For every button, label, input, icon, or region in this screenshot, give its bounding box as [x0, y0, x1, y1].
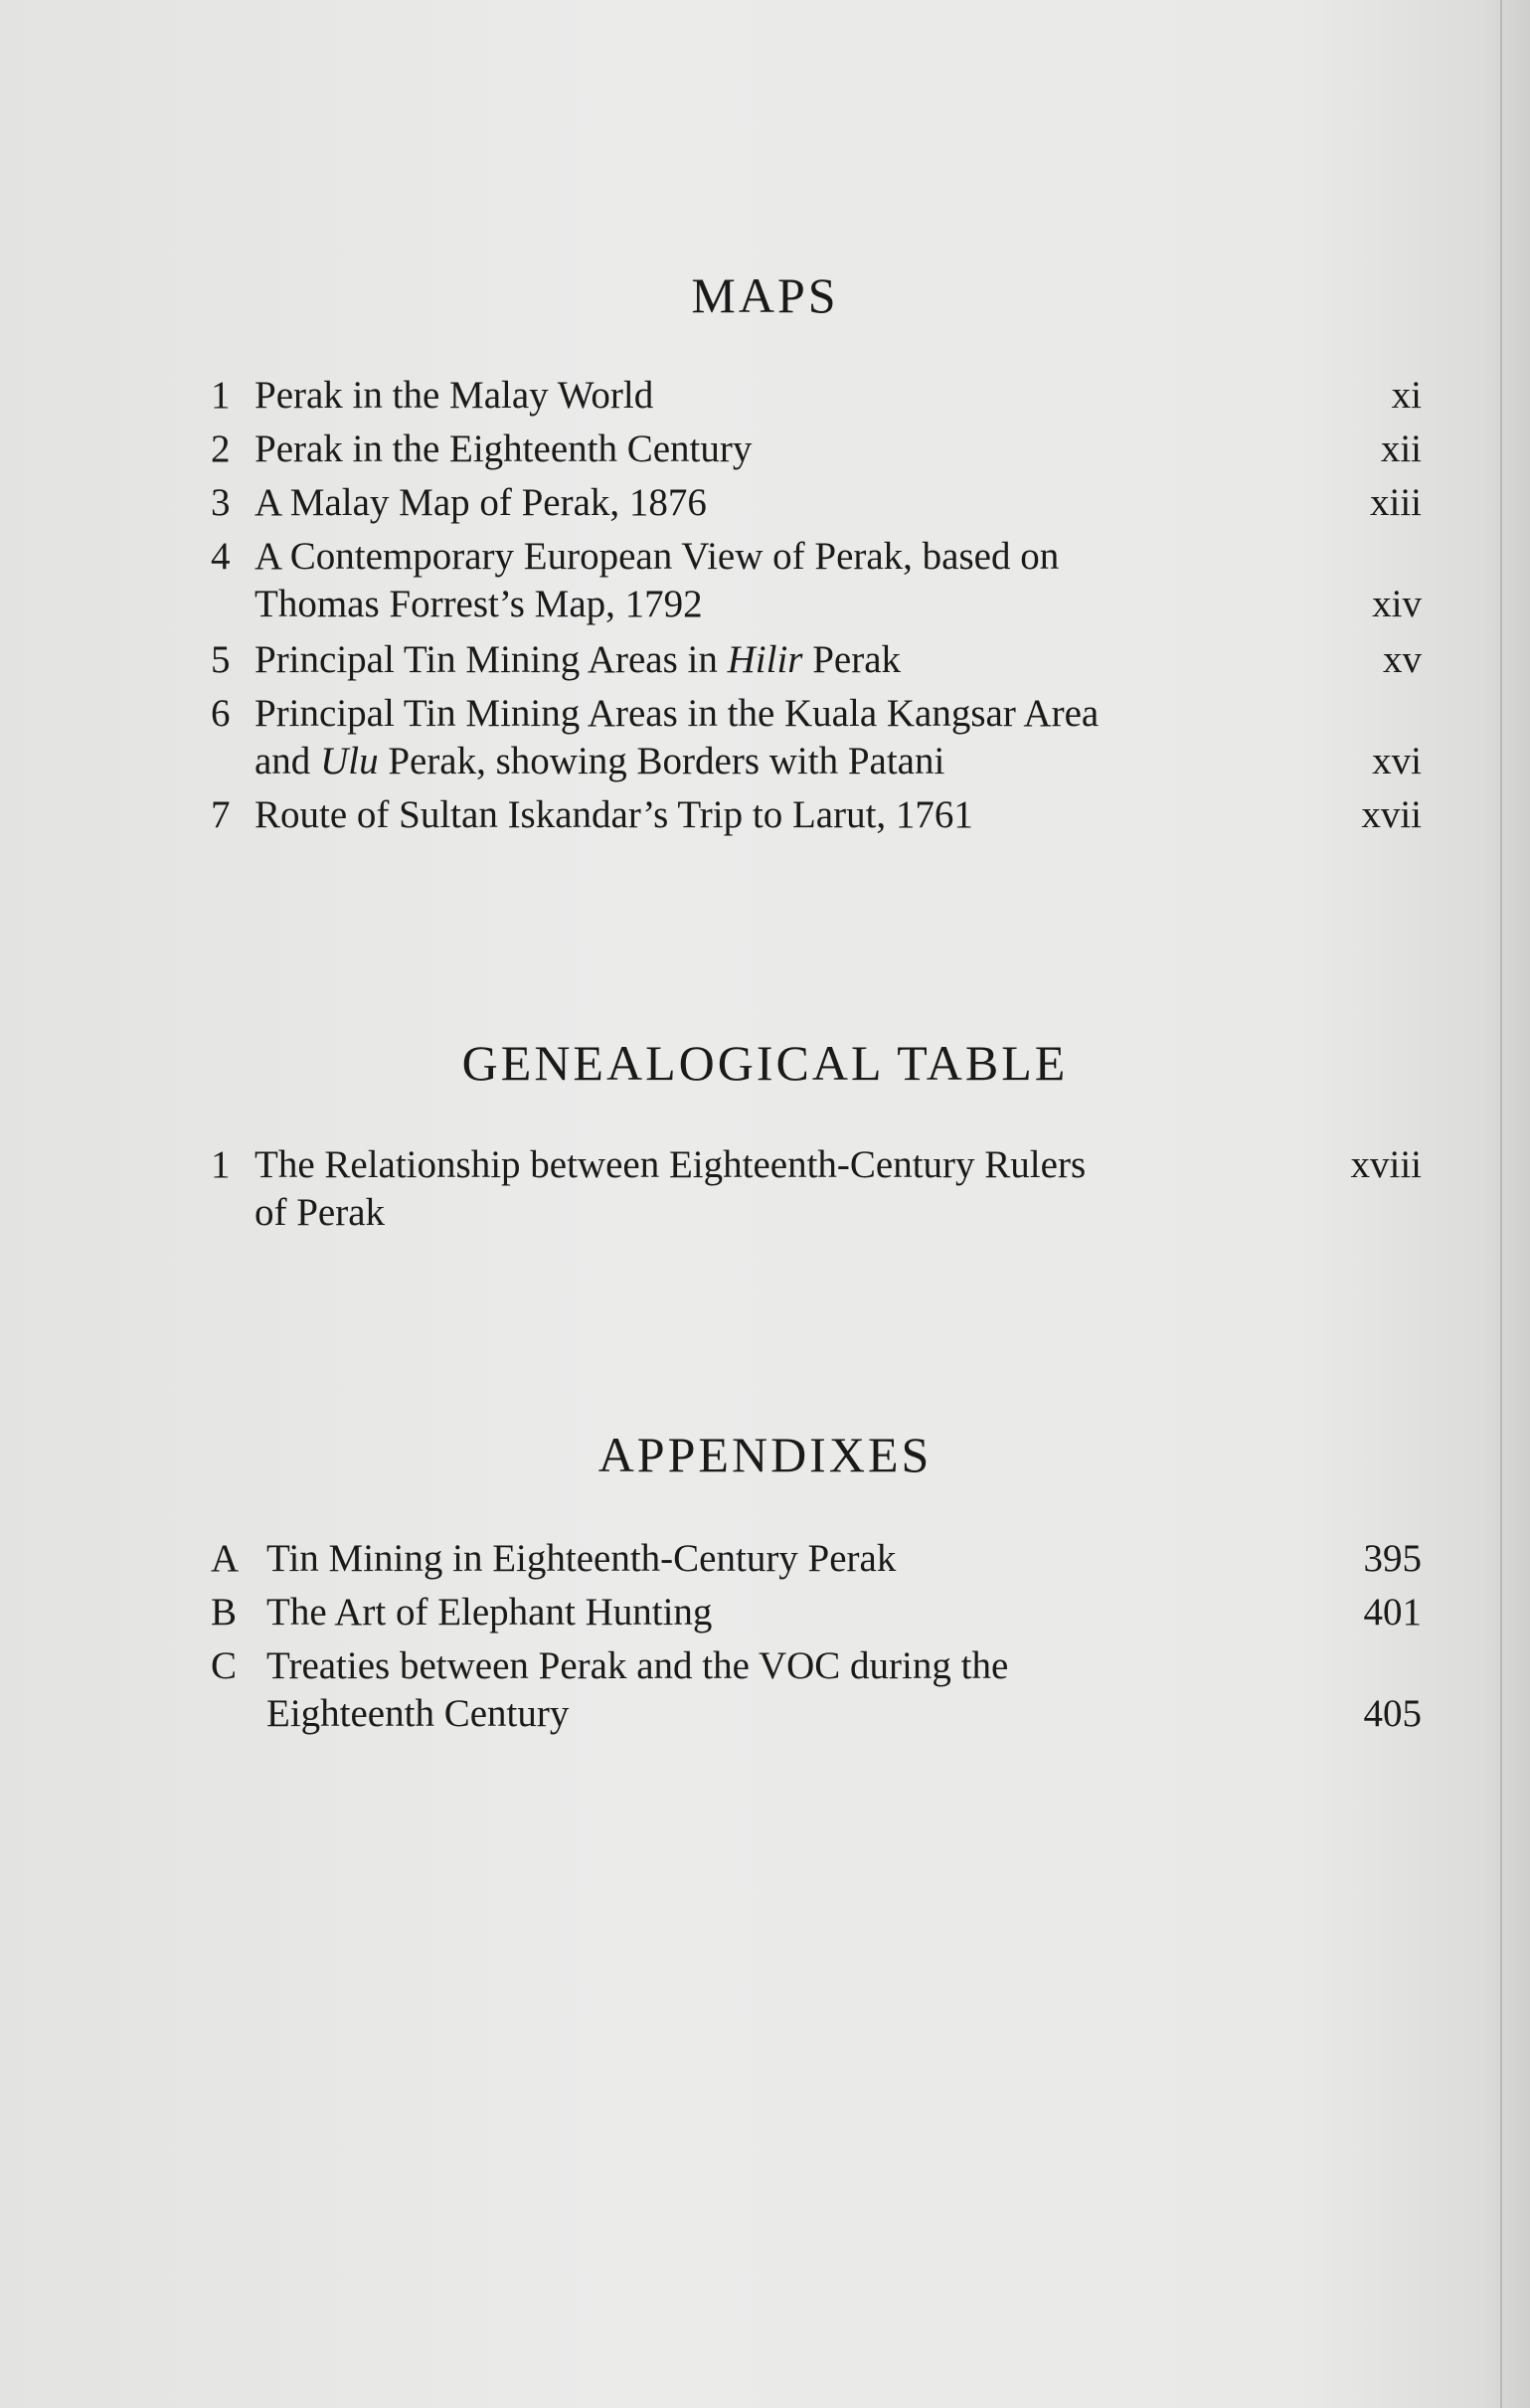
entry-title	[255, 636, 1288, 684]
entry-title-line: Eighteenth Century	[266, 1692, 570, 1735]
entry-title-line: of Perak	[255, 1191, 386, 1234]
genealogical-table-heading: GENEALOGICAL TABLE	[461, 1035, 1069, 1091]
page-edge-shadow	[1500, 0, 1502, 2408]
entry-title	[255, 372, 1288, 420]
entry-page-number: xvi	[1372, 740, 1422, 782]
entry-title-line: Principal Tin Mining Areas in Hilir Perak	[255, 638, 902, 681]
entry-page-number: xii	[1380, 428, 1422, 470]
entry-number: 7	[211, 793, 231, 836]
entry-title-line: and Ulu Perak, showing Borders with Patani	[255, 740, 945, 782]
entry-title-line: Perak in the Malay World	[255, 374, 654, 417]
entry-letter: C	[211, 1644, 238, 1687]
entry-title	[255, 479, 1288, 527]
entry-number: 3	[211, 481, 231, 524]
entry-title-line: Perak in the Eighteenth Century	[255, 428, 753, 470]
entry-title-line: Tin Mining in Eighteenth-Century Perak	[266, 1537, 897, 1580]
entry-number: 1	[211, 374, 231, 417]
maps-heading: MAPS	[691, 267, 839, 323]
entry-title	[255, 533, 1288, 628]
entry-title	[255, 1141, 1288, 1237]
appendixes-heading: APPENDIXES	[597, 1427, 933, 1482]
entry-title	[266, 1642, 1300, 1738]
entry-page-number: xv	[1383, 638, 1422, 681]
entry-page-number: 395	[1363, 1537, 1422, 1580]
entry-title	[266, 1589, 1300, 1636]
entry-page-number: xvii	[1361, 793, 1422, 836]
entry-title-line: A Contemporary European View of Perak, based on	[255, 535, 1060, 578]
entry-page-number: xiv	[1372, 583, 1422, 625]
entry-number: 2	[211, 428, 231, 470]
entry-title	[266, 1535, 1300, 1583]
entry-number: 1	[211, 1143, 231, 1186]
entry-number: 5	[211, 638, 231, 681]
entry-number: 4	[211, 535, 231, 578]
entry-title	[255, 791, 1288, 839]
entry-title-line: A Malay Map of Perak, 1876	[255, 481, 707, 524]
entry-letter: A	[211, 1537, 240, 1580]
entry-page-number: 405	[1363, 1692, 1422, 1735]
entry-title	[255, 426, 1288, 473]
entry-title-line: Principal Tin Mining Areas in the Kuala Kangsar Area	[255, 692, 1100, 735]
entry-title-line: Treaties between Perak and the VOC during the	[266, 1644, 1009, 1687]
entry-title-line: Route of Sultan Iskandar’s Trip to Larut, 1761	[255, 793, 973, 836]
entry-title-line: The Relationship between Eighteenth-Century Rulers	[255, 1143, 1087, 1186]
entry-letter: B	[211, 1591, 238, 1634]
entry-title	[255, 690, 1288, 785]
entry-title-line: The Art of Elephant Hunting	[266, 1591, 713, 1634]
entry-page-number: xiii	[1369, 481, 1422, 524]
entry-number: 6	[211, 692, 231, 735]
entry-page-number: 401	[1363, 1591, 1422, 1634]
entry-title-line: Thomas Forrest’s Map, 1792	[255, 583, 703, 625]
entry-page-number: xviii	[1350, 1143, 1422, 1186]
entry-page-number: xi	[1391, 374, 1422, 417]
